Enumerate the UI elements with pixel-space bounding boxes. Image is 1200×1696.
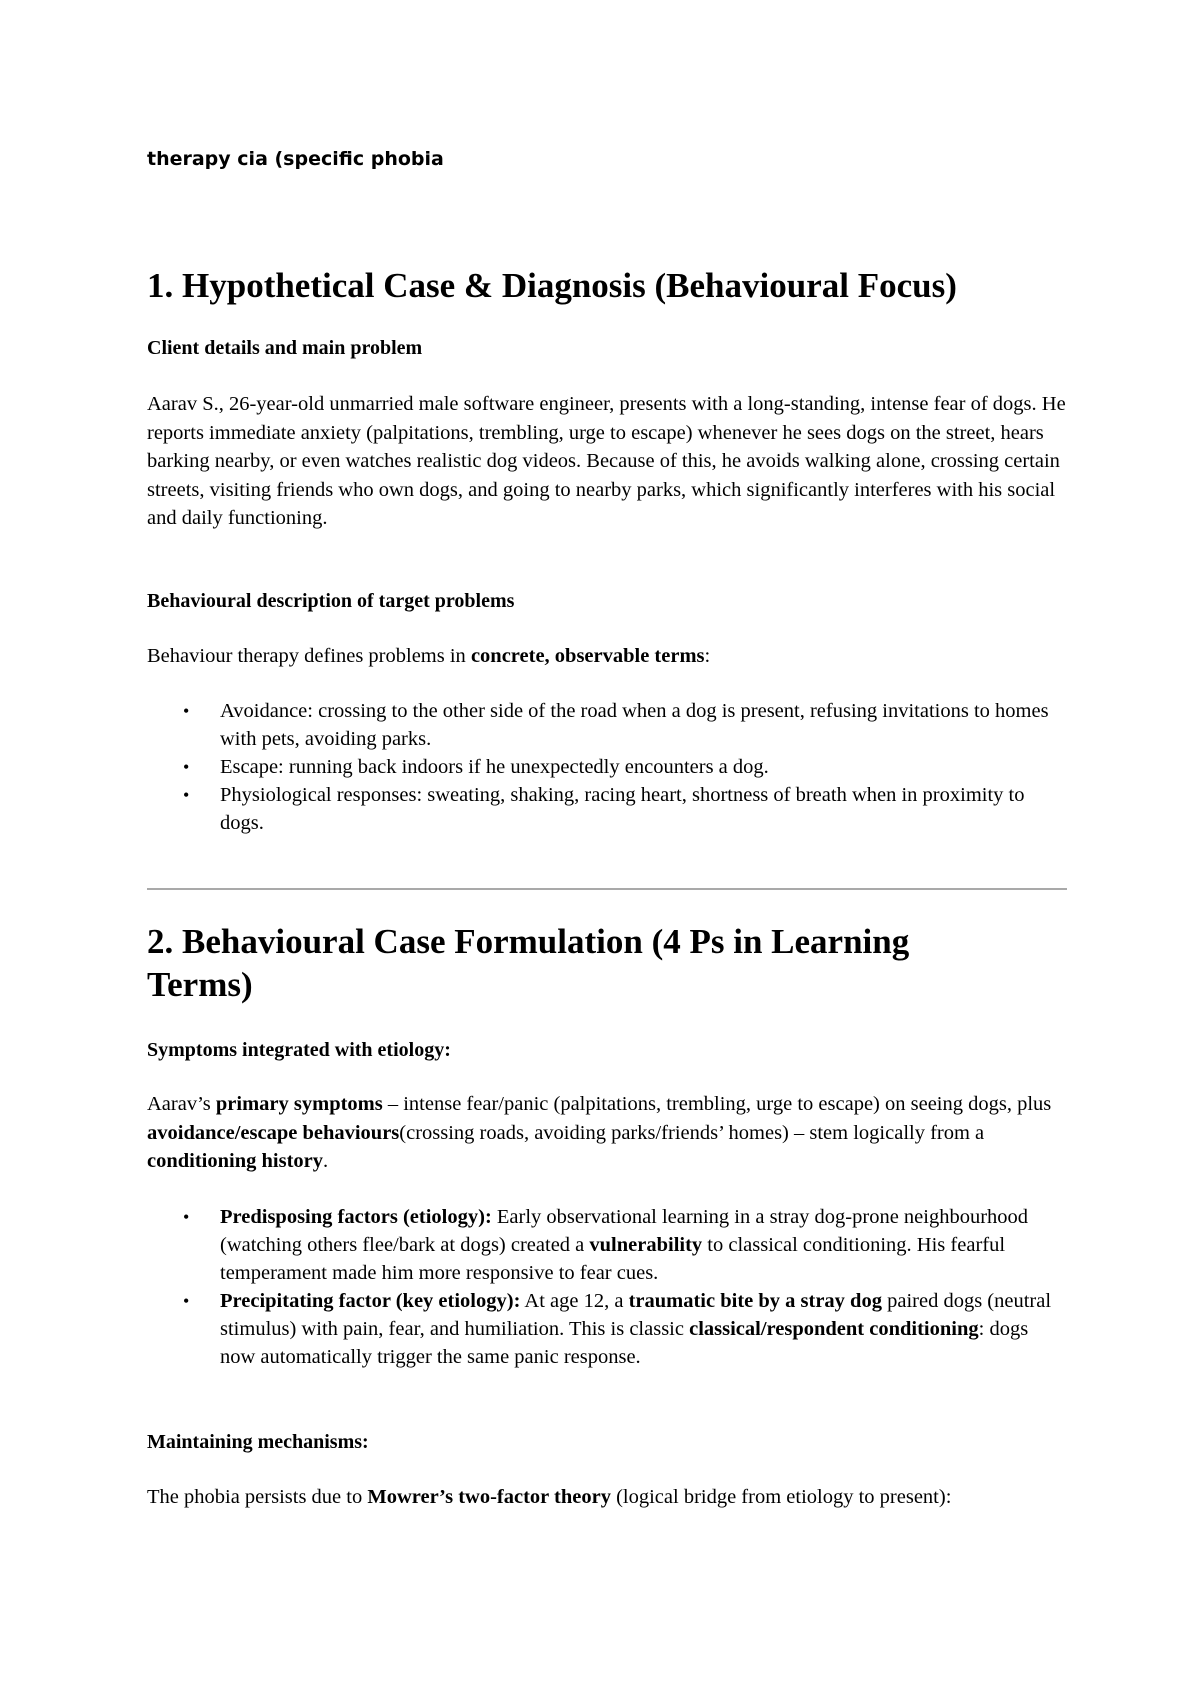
section-2-subheading-symptoms: Symptoms integrated with etiology: xyxy=(147,1039,451,1061)
bullet-icon: • xyxy=(183,701,190,721)
document-title: therapy cia (specific phobia xyxy=(147,148,444,170)
section-2-subheading-maintaining: Maintaining mechanisms: xyxy=(147,1431,369,1453)
section-divider xyxy=(147,888,1067,890)
section-1-subheading-behavioural: Behavioural description of target problems xyxy=(147,590,515,612)
list-item: • Predisposing factors (etiology): Early observational learning in a stray dog-prone neighbourhood (watching others flee/bark at dogs) created a vulnerability to classical conditioning. His fearful temperament made him more responsive to fear cues. xyxy=(147,1203,1067,1287)
list-item: • Precipitating factor (key etiology): At age 12, a traumatic bite by a stray dog paired dogs (neutral stimulus) with pain, fear, and humiliation. This is classic classical/respondent conditioning: dogs now automatically trigger the same panic response. xyxy=(147,1287,1067,1371)
bullet-icon: • xyxy=(183,1291,190,1311)
section-1-subheading-client: Client details and main problem xyxy=(147,337,423,359)
list-item: • Physiological responses: sweating, shaking, racing heart, shortness of breath when in proximity to dogs. xyxy=(147,781,1067,837)
bullet-icon: • xyxy=(183,757,190,777)
bullet-icon: • xyxy=(183,785,190,805)
list-item: • Escape: running back indoors if he unexpectedly encounters a dog. xyxy=(147,753,1067,781)
section-1-paragraph-client: Aarav S., 26-year-old unmarried male software engineer, presents with a long-standing, intense fear of dogs. He reports immediate anxiety (palpitations, trembling, urge to escape) whenever he sees dogs on the street, hears barking nearby, or even watches realistic dog videos. Because of this, he avoids walking alone, crossing certain streets, visiting friends who own dogs, and going to nearby parks, which significantly interferes with his social and daily functioning. xyxy=(147,393,1066,529)
bullet-icon: • xyxy=(183,1207,190,1227)
list-item: • Avoidance: crossing to the other side of the road when a dog is present, refusing invitations to homes with pets, avoiding parks. xyxy=(147,697,1067,753)
section-1-paragraph-behavioural: Behaviour therapy defines problems in concrete, observable terms: xyxy=(147,645,711,667)
section-2-paragraph-symptoms: Aarav’s primary symptoms – intense fear/panic (palpitations, trembling, urge to escape) on seeing dogs, plus avoidance/escape behaviours(crossing roads, avoiding parks/friends’ homes) – stem logically from a conditioning history. xyxy=(147,1093,1052,1172)
section-2-paragraph-maintaining: The phobia persists due to Mowrer’s two-factor theory (logical bridge from etiology to present): xyxy=(147,1486,952,1508)
target-problems-list xyxy=(147,697,1067,837)
section-2-heading: 2. Behavioural Case Formulation (4 Ps in Learning Terms) xyxy=(147,922,910,1004)
etiology-factors-list xyxy=(147,1203,1067,1371)
section-1-heading: 1. Hypothetical Case & Diagnosis (Behavioural Focus) xyxy=(147,266,957,305)
